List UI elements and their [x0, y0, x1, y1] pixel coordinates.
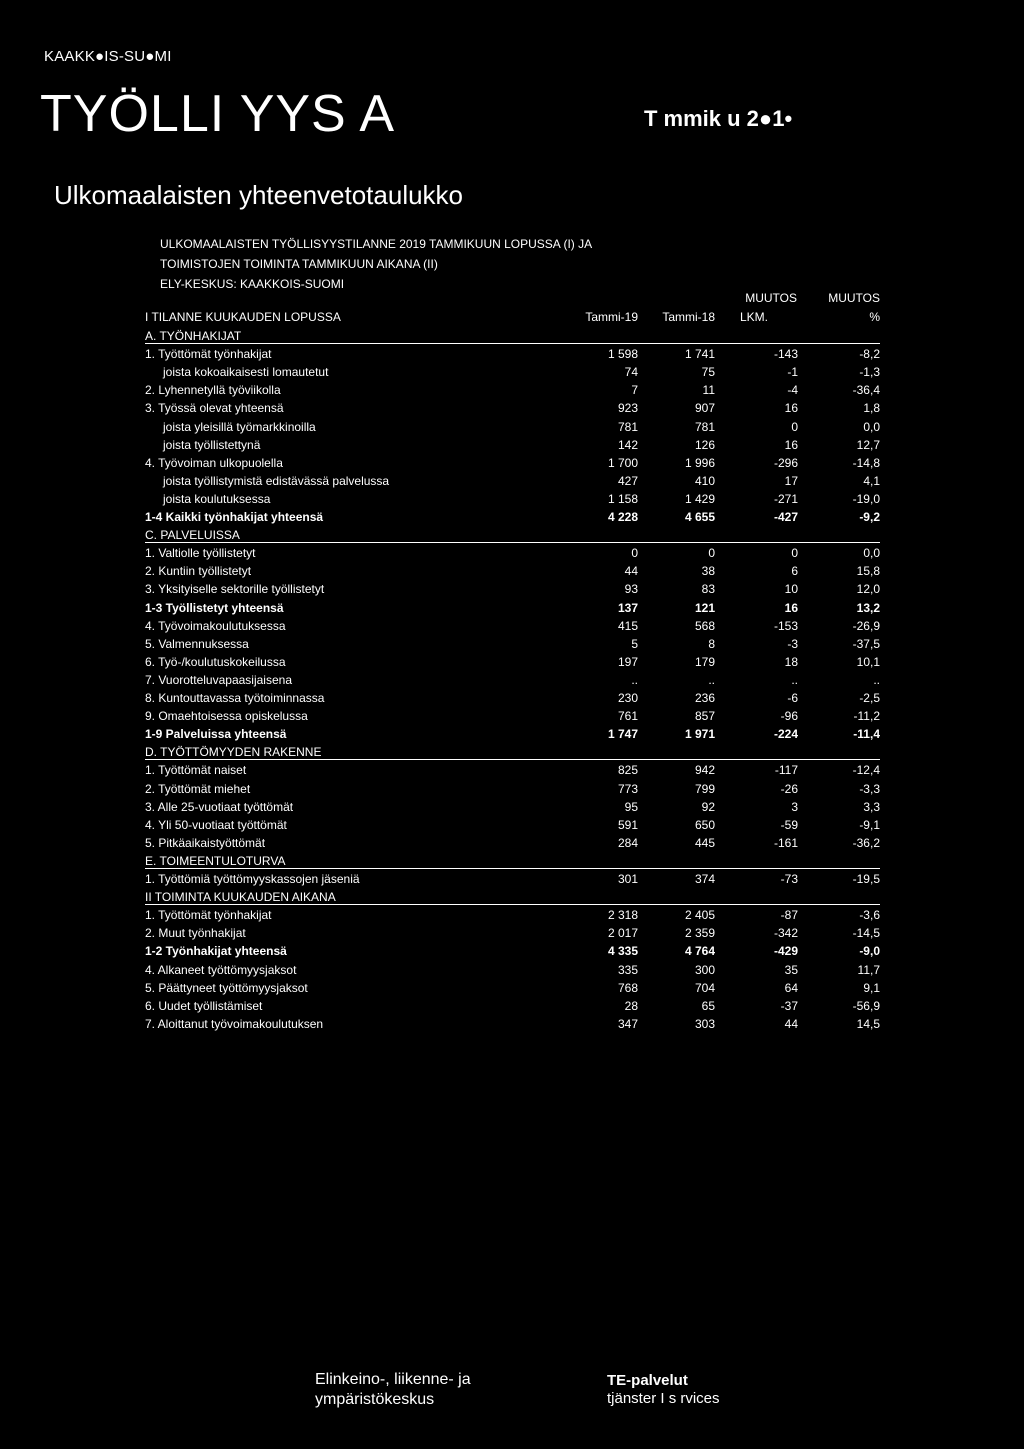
te-logo-line-2: tjänster I s rvices: [607, 1390, 720, 1407]
cell-change-pct: -9,2: [859, 510, 880, 525]
row-label: 3. Alle 25-vuotiaat työttömät: [145, 799, 294, 814]
table-row: [145, 671, 880, 687]
row-label: joista työllistettynä: [163, 437, 261, 452]
cell-tammi-18: 568: [694, 618, 715, 633]
col-change-pct-top: MUUTOS: [828, 291, 880, 305]
cell-tammi-18: 781: [694, 419, 715, 434]
cell-tammi-18: 2 359: [684, 926, 715, 941]
cell-change-count: -26: [780, 781, 798, 796]
cell-change-count: -427: [773, 510, 798, 525]
row-label: 2. Työttömät miehet: [145, 781, 251, 796]
row-label: 2. Kuntiin työllistetyt: [145, 564, 252, 579]
page-title: TYÖLLI YYS A: [40, 85, 396, 143]
cell-change-count: 18: [784, 654, 798, 669]
table-row: [145, 689, 880, 705]
cell-change-count: -37: [780, 998, 798, 1013]
cell-change-pct: -12,4: [852, 763, 880, 778]
cell-tammi-19: 28: [624, 998, 638, 1013]
cell-change-pct: -3,3: [859, 781, 880, 796]
cell-change-count: -3: [787, 636, 798, 651]
cell-change-pct: 9,1: [863, 980, 880, 995]
cell-tammi-19: 415: [617, 618, 638, 633]
table-row: [145, 1015, 880, 1031]
row-label: II TOIMINTA KUUKAUDEN AIKANA: [145, 890, 336, 905]
row-label: 7. Aloittanut työvoimakoulutuksen: [145, 1016, 324, 1031]
cell-change-count: 3: [791, 799, 798, 814]
row-label: E. TOIMEENTULOTURVA: [145, 853, 286, 868]
table-row: [145, 942, 880, 958]
row-label: 2. Muut työnhakijat: [145, 926, 246, 941]
col-change-pct: %: [869, 310, 880, 324]
cell-change-pct: -8,2: [859, 347, 880, 362]
cell-change-count: -4: [787, 383, 798, 398]
cell-change-count: -342: [773, 926, 798, 941]
row-label: A. TYÖNHAKIJAT: [145, 329, 242, 344]
cell-change-count: -87: [780, 908, 798, 923]
table-row: [145, 635, 880, 651]
cell-tammi-19: 825: [617, 763, 638, 778]
cell-change-pct: 1,8: [863, 401, 880, 416]
row-label: joista yleisillä työmarkkinoilla: [163, 419, 316, 434]
cell-tammi-19: 4 228: [607, 510, 638, 525]
row-label: 4. Työvoimakoulutuksessa: [145, 618, 286, 633]
ely-logo-line-1: Elinkeino-, liikenne- ja: [315, 1371, 471, 1388]
row-label: 4. Työvoiman ulkopuolella: [145, 455, 283, 470]
cell-change-pct: -14,8: [852, 455, 880, 470]
cell-tammi-18: 11: [702, 383, 715, 398]
cell-tammi-19: 137: [617, 600, 638, 615]
report-heading-line-3: ELY-KESKUS: KAAKKOIS-SUOMI: [160, 277, 345, 291]
cell-change-count: -1: [787, 365, 798, 380]
cell-tammi-19: 142: [617, 437, 638, 452]
row-label: 1-2 Työnhakijat yhteensä: [145, 944, 287, 959]
cell-change-pct: 15,8: [856, 564, 880, 579]
cell-change-count: 0: [791, 546, 798, 561]
cell-tammi-19: 761: [617, 709, 638, 724]
cell-change-count: 35: [784, 962, 798, 977]
table-row: [145, 580, 880, 596]
table-row: [145, 490, 880, 506]
ely-logo-line-2: ympäristökeskus: [315, 1391, 435, 1408]
cell-tammi-19: 44: [624, 564, 638, 579]
row-label: 1-3 Työllistetyt yhteensä: [145, 600, 284, 615]
row-label: 2. Lyhennetyllä työviikolla: [145, 383, 281, 398]
row-label: 5. Pitkäaikaistyöttömät: [145, 835, 266, 850]
cell-tammi-18: 1 429: [684, 491, 715, 506]
cell-tammi-19: 95: [624, 799, 638, 814]
table-row: [145, 924, 880, 940]
cell-change-count: -224: [773, 727, 798, 742]
cell-tammi-18: ..: [708, 672, 715, 687]
cell-change-pct: 14,5: [856, 1016, 880, 1031]
col-tammi-19: Tammi-19: [585, 310, 638, 324]
cell-tammi-18: 300: [694, 962, 715, 977]
cell-change-count: -73: [780, 872, 798, 887]
row-label: joista työllistymistä edistävässä palvelussa: [163, 473, 390, 488]
cell-tammi-18: 857: [694, 709, 715, 724]
cell-change-count: -429: [773, 944, 798, 959]
cell-tammi-18: 75: [701, 365, 715, 380]
cell-change-pct: 0,0: [863, 546, 880, 561]
cell-tammi-18: 38: [701, 564, 715, 579]
cell-tammi-19: 230: [617, 691, 638, 706]
table-row: [145, 472, 880, 488]
cell-tammi-18: 650: [694, 817, 715, 832]
row-label: 3. Työssä olevat yhteensä: [145, 401, 284, 416]
report-heading-line-1: ULKOMAALAISTEN TYÖLLISYYSTILANNE 2019 TAMMIKUUN LOPUSSA (I) JA: [160, 237, 593, 251]
row-label: 6. Työ-/koulutuskokeilussa: [145, 654, 286, 669]
cell-change-count: -59: [780, 817, 798, 832]
cell-change-pct: -9,0: [859, 944, 880, 959]
cell-tammi-18: 799: [694, 781, 715, 796]
cell-tammi-19: 335: [617, 962, 638, 977]
cell-change-pct: -11,2: [853, 709, 880, 724]
row-label: 8. Kuntouttavassa työtoiminnassa: [145, 691, 325, 706]
cell-change-pct: -26,9: [852, 618, 880, 633]
table-row: [145, 979, 880, 995]
cell-tammi-19: 781: [617, 419, 638, 434]
table-row: [145, 381, 880, 397]
cell-tammi-19: 427: [617, 473, 638, 488]
table-row: [145, 436, 880, 452]
cell-change-pct: -9,1: [859, 817, 880, 832]
table-row: [145, 399, 880, 415]
cell-change-pct: -19,5: [852, 872, 880, 887]
row-label: 4. Alkaneet työttömyysjaksot: [145, 962, 297, 977]
cell-tammi-18: 236: [694, 691, 715, 706]
cell-tammi-19: 591: [617, 817, 638, 832]
row-label: 1. Työttömät työnhakijat: [145, 347, 272, 362]
table-row: [145, 834, 880, 850]
cell-tammi-18: 942: [694, 763, 715, 778]
table-section-header: [145, 888, 880, 905]
table-row: [145, 870, 880, 886]
cell-tammi-19: 768: [617, 980, 638, 995]
table-row: [145, 906, 880, 922]
cell-tammi-18: 0: [708, 546, 715, 561]
cell-change-count: -96: [780, 709, 798, 724]
cell-tammi-18: 8: [708, 636, 715, 651]
row-label: 9. Omaehtoisessa opiskelussa: [145, 709, 308, 724]
table-section-header: [145, 743, 880, 760]
cell-tammi-18: 83: [701, 582, 715, 597]
row-label: D. TYÖTTÖMYYDEN RAKENNE: [145, 745, 322, 760]
row-label: C. PALVELUISSA: [145, 528, 240, 543]
cell-tammi-18: 907: [694, 401, 715, 416]
table-row: [145, 816, 880, 832]
row-label: 5. Päättyneet työttömyysjaksot: [145, 980, 308, 995]
cell-change-count: 44: [784, 1016, 798, 1031]
row-label: 1-9 Palveluissa yhteensä: [145, 727, 287, 742]
cell-change-count: ..: [791, 672, 798, 687]
cell-change-pct: -1,3: [859, 365, 880, 380]
cell-change-pct: -36,4: [852, 383, 880, 398]
cell-tammi-18: 1 971: [684, 727, 715, 742]
cell-change-count: -117: [774, 763, 798, 778]
row-label: 3. Yksityiselle sektorille työllistetyt: [145, 582, 325, 597]
cell-tammi-19: 2 318: [607, 908, 638, 923]
cell-tammi-19: ..: [631, 672, 638, 687]
cell-tammi-18: 92: [701, 799, 715, 814]
col-tammi-18: Tammi-18: [662, 310, 715, 324]
cell-tammi-19: 1 158: [607, 491, 638, 506]
section-title-status: I TILANNE KUUKAUDEN LOPUSSA: [145, 310, 341, 324]
row-label: 6. Uudet työllistämiset: [145, 998, 263, 1013]
cell-change-pct: 3,3: [863, 799, 880, 814]
cell-change-count: -153: [773, 618, 798, 633]
cell-change-count: -6: [787, 691, 798, 706]
table-section-header: [145, 327, 880, 344]
cell-change-count: -271: [773, 491, 798, 506]
cell-tammi-19: 4 335: [607, 944, 638, 959]
cell-tammi-19: 2 017: [607, 926, 638, 941]
table-row: [145, 508, 880, 524]
cell-tammi-19: 923: [617, 401, 638, 416]
cell-tammi-19: 284: [617, 835, 638, 850]
cell-change-count: 6: [791, 564, 798, 579]
row-label: joista koulutuksessa: [163, 491, 271, 506]
row-label: 1. Työttömiä työttömyyskassojen jäseniä: [145, 872, 360, 887]
row-label: 1. Työttömät työnhakijat: [145, 908, 272, 923]
row-label: 4. Yli 50-vuotiaat työttömät: [145, 817, 287, 832]
cell-tammi-19: 7: [631, 383, 638, 398]
table-row: [145, 997, 880, 1013]
cell-change-pct: 10,1: [856, 654, 880, 669]
row-label: 1. Työttömät naiset: [145, 763, 247, 778]
table-row: [145, 725, 880, 741]
cell-tammi-18: 4 655: [684, 510, 715, 525]
col-change-count-top: MUUTOS: [745, 291, 797, 305]
report-month: T mmik u 2●1•: [644, 106, 793, 131]
cell-change-pct: -14,5: [852, 926, 880, 941]
cell-tammi-19: 0: [631, 546, 638, 561]
cell-change-pct: -3,6: [859, 908, 880, 923]
cell-change-pct: -11,4: [853, 727, 880, 742]
cell-tammi-19: 301: [617, 872, 638, 887]
table-row: [145, 363, 880, 379]
cell-tammi-19: 93: [624, 582, 638, 597]
table-row: [145, 707, 880, 723]
cell-tammi-19: 1 747: [607, 727, 638, 742]
cell-change-count: 16: [784, 401, 798, 416]
cell-change-pct: 11,7: [857, 962, 880, 977]
table-row: [145, 653, 880, 669]
cell-tammi-19: 773: [617, 781, 638, 796]
table-row: [145, 961, 880, 977]
cell-change-pct: -36,2: [852, 835, 880, 850]
cell-tammi-18: 445: [694, 835, 715, 850]
cell-change-pct: -56,9: [852, 998, 880, 1013]
table-row: [145, 544, 880, 560]
cell-change-pct: 13,2: [856, 600, 880, 615]
cell-tammi-19: 1 598: [607, 347, 638, 362]
cell-tammi-18: 1 996: [684, 455, 715, 470]
cell-change-pct: 12,0: [856, 582, 880, 597]
report-heading-line-2: TOIMISTOJEN TOIMINTA TAMMIKUUN AIKANA (II): [160, 257, 438, 271]
cell-change-pct: -37,5: [852, 636, 880, 651]
cell-tammi-18: 410: [694, 473, 715, 488]
row-label: 1. Valtiolle työllistetyt: [145, 546, 256, 561]
table-section-header: [145, 526, 880, 543]
cell-change-count: 64: [784, 980, 798, 995]
cell-tammi-18: 1 741: [684, 347, 715, 362]
cell-tammi-19: 74: [624, 365, 638, 380]
cell-tammi-18: 2 405: [684, 908, 715, 923]
te-logo-text: [607, 1372, 720, 1408]
col-change-count: LKM.: [739, 310, 768, 324]
cell-change-pct: -19,0: [852, 491, 880, 506]
cell-tammi-18: 179: [694, 654, 715, 669]
table-row: [145, 454, 880, 470]
table-row: [145, 780, 880, 796]
cell-tammi-18: 704: [694, 980, 715, 995]
cell-tammi-18: 126: [694, 437, 715, 452]
cell-change-count: 16: [784, 437, 798, 452]
cell-change-pct: 4,1: [863, 473, 880, 488]
cell-change-count: -143: [773, 347, 798, 362]
cell-tammi-19: 197: [617, 654, 638, 669]
table-row: [145, 562, 880, 578]
cell-tammi-19: 347: [617, 1016, 638, 1031]
cell-change-count: 17: [784, 473, 798, 488]
row-label: 5. Valmennuksessa: [145, 636, 249, 651]
row-label: joista kokoaikaisesti lomautetut: [163, 365, 329, 380]
cell-tammi-19: 1 700: [607, 455, 638, 470]
cell-change-pct: 12,7: [856, 437, 880, 452]
cell-tammi-18: 303: [694, 1016, 715, 1031]
row-label: 7. Vuorotteluvapaasijaisena: [145, 672, 292, 687]
region-label: KAAKK●IS-SU●MI: [44, 48, 172, 65]
table-row: [145, 345, 880, 361]
cell-change-count: 10: [784, 582, 798, 597]
ely-logo-text: [315, 1370, 471, 1410]
cell-change-pct: 0,0: [863, 419, 880, 434]
cell-change-count: -161: [773, 835, 798, 850]
table-section-header: [145, 852, 880, 869]
cell-tammi-18: 4 764: [684, 944, 715, 959]
table-row: [145, 617, 880, 633]
cell-change-pct: ..: [873, 672, 880, 687]
row-label: 1-4 Kaikki työnhakijat yhteensä: [145, 510, 324, 525]
cell-change-count: -296: [773, 455, 798, 470]
te-logo-line-1: TE-palvelut: [607, 1372, 688, 1389]
cell-tammi-19: 5: [631, 636, 638, 651]
cell-tammi-18: 121: [694, 600, 715, 615]
cell-change-pct: -2,5: [859, 691, 880, 706]
cell-tammi-18: 374: [694, 872, 715, 887]
cell-change-count: 16: [784, 600, 798, 615]
cell-change-count: 0: [791, 419, 798, 434]
cell-tammi-18: 65: [701, 998, 715, 1013]
table-row: [145, 798, 880, 814]
table-row: [145, 761, 880, 777]
table-row: [145, 418, 880, 434]
page-subtitle: Ulkomaalaisten yhteenvetotaulukko: [54, 180, 464, 210]
table-row: [145, 599, 880, 615]
